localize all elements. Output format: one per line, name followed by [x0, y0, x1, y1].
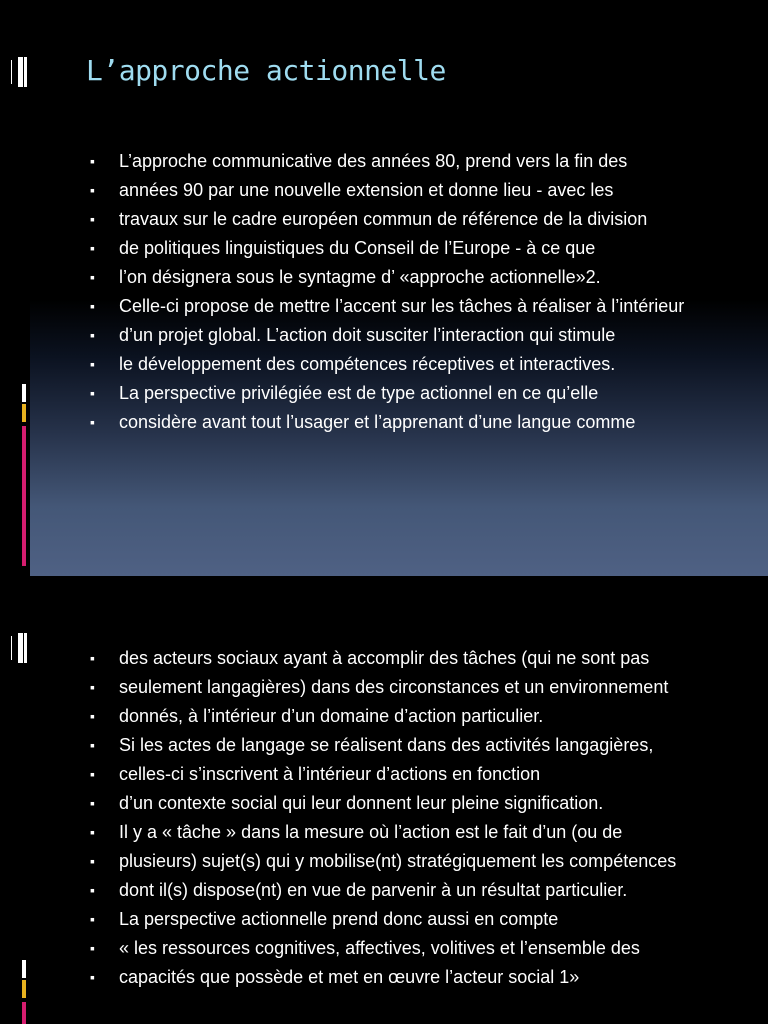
list-item: ▪ années 90 par une nouvelle extension et donne lieu - avec les [0, 180, 704, 201]
list-item: ▪ dont il(s) dispose(nt) en vue de parvenir à un résultat particulier. [0, 880, 696, 901]
list-item: ▪ L’approche communicative des années 80, prend vers la fin des [0, 151, 704, 172]
list-item: ▪ Si les actes de langage se réalisent dans des activités langagières, [0, 735, 696, 756]
list-item: ▪ le développement des compétences réceptives et interactives. [0, 354, 704, 375]
list-item: ▪ des acteurs sociaux ayant à accomplir des tâches (qui ne sont pas [0, 648, 696, 669]
list-item: ▪ d’un contexte social qui leur donnent leur pleine signification. [0, 793, 696, 814]
list-item: ▪ considère avant tout l’usager et l’apprenant d’une langue comme [0, 412, 704, 433]
list-item: ▪ celles-ci s’inscrivent à l’intérieur d’actions en fonction [0, 764, 696, 785]
side-accent-pink [22, 426, 26, 566]
side-accent-pink [22, 1002, 26, 1024]
list-item: ▪ travaux sur le cadre européen commun de référence de la division [0, 209, 704, 230]
list-item: ▪ capacités que possède et met en œuvre l’acteur social 1» [0, 967, 696, 988]
bullet-list [0, 151, 704, 441]
list-item: ▪ plusieurs) sujet(s) qui y mobilise(nt) stratégiquement les compétences [0, 851, 696, 872]
list-item: ▪ l’on désignera sous le syntagme d’ «approche actionnelle»2. [0, 267, 704, 288]
list-item: ▪ seulement langagières) dans des circonstances et un environnement [0, 677, 696, 698]
list-item: ▪ d’un projet global. L’action doit susciter l’interaction qui stimule [0, 325, 704, 346]
list-item: ▪ Il y a « tâche » dans la mesure où l’action est le fait d’un (ou de [0, 822, 696, 843]
slide-title: L’approche actionnelle [86, 54, 446, 87]
slide-2 [0, 576, 768, 1024]
list-item: ▪ donnés, à l’intérieur d’un domaine d’action particulier. [0, 706, 696, 727]
bullet-list [0, 648, 696, 996]
list-item: ▪ de politiques linguistiques du Conseil de l’Europe - à ce que [0, 238, 704, 259]
list-item: ▪ « les ressources cognitives, affectives, volitives et l’ensemble des [0, 938, 696, 959]
list-item: ▪ La perspective privilégiée est de type actionnel en ce qu’elle [0, 383, 704, 404]
bracket-mark-icon [18, 57, 27, 87]
list-item: ▪ Celle-ci propose de mettre l’accent sur les tâches à réaliser à l’intérieur [0, 296, 704, 317]
list-item: ▪ La perspective actionnelle prend donc aussi en compte [0, 909, 696, 930]
